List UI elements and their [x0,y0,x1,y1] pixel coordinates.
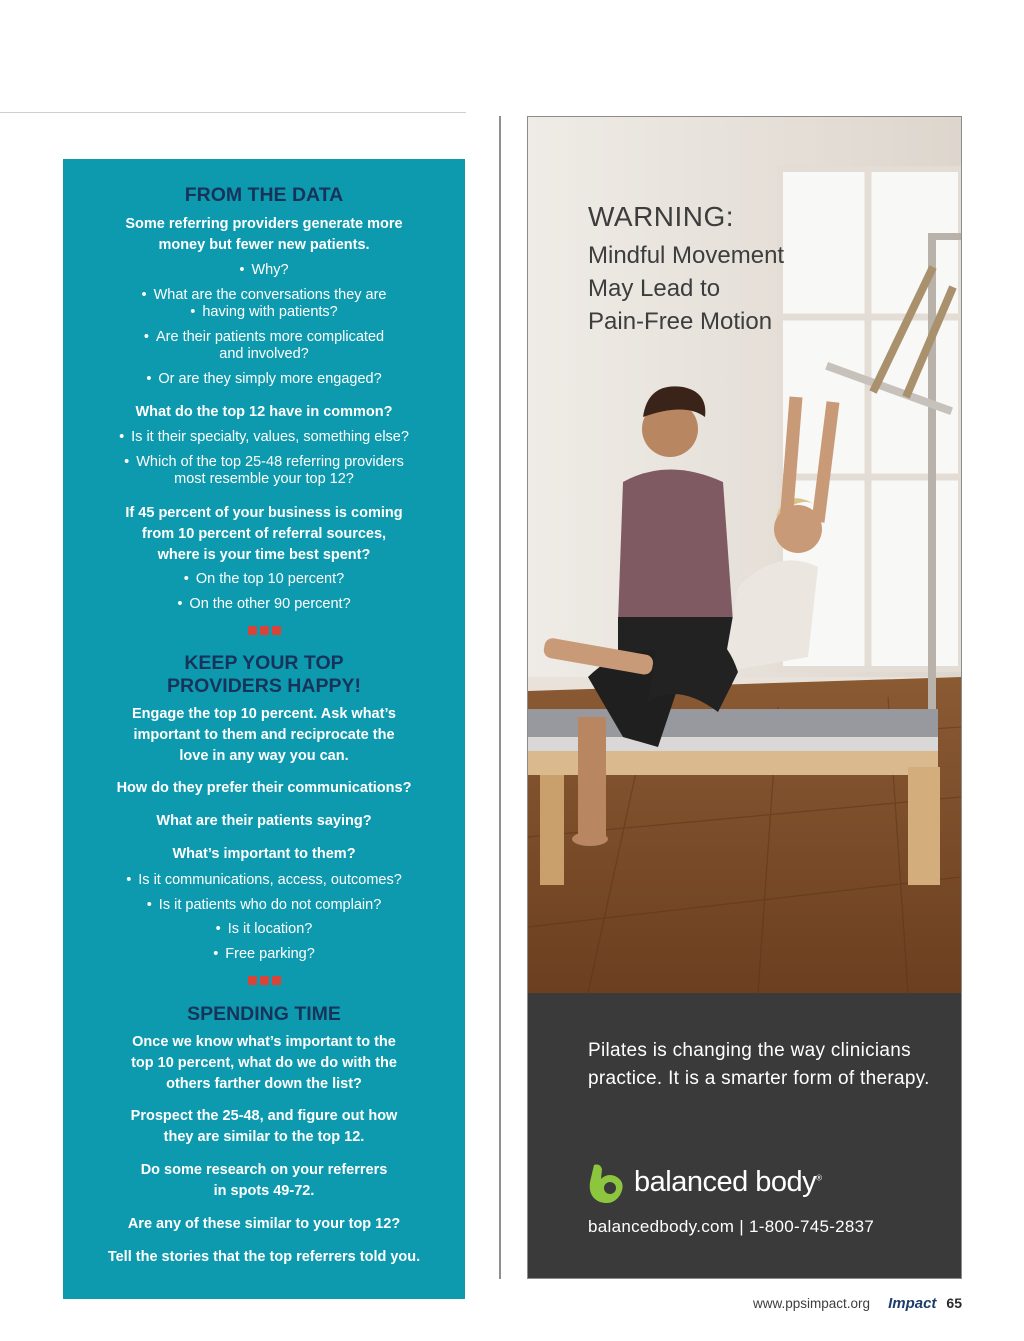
section-spending-time [63,1003,465,1026]
page-footer [753,1295,962,1312]
ad-tagline: Pilates is changing the way clinicians practice. It is a smarter form of therapy. [588,1040,930,1089]
bullet-item: • Is it their specialty, values, something else? [63,429,465,446]
bullet-item: • Is it patients who do not complain? [63,897,465,914]
sidebar-panel [63,159,465,1299]
paragraph-line: in spots 49-72. [213,1183,315,1199]
section-heading: FROM THE DATA [184,184,344,206]
column-divider [499,116,501,1279]
ad-headline-line: Mindful Movement [588,242,785,269]
ad-dark-panel [528,993,961,1278]
bullet-item: • Which of the top 25-48 referring providers [63,454,465,471]
question: from 10 percent of referral sources, [141,526,387,542]
paragraph-line: Are any of these similar to your top 12? [127,1216,401,1232]
paragraph-line: Tell the stories that the top referrers told you. [107,1249,421,1265]
question: What do the top 12 have in common? [135,404,393,420]
section-heading: PROVIDERS HAPPY! [167,675,361,697]
ad-warning-title: WARNING: [588,201,735,232]
bullet-continuation: • having with patients? [63,304,465,321]
question: What’s important to them? [172,846,356,862]
bullet-item: • What are the conversations they are [63,287,465,304]
bullet-item: • Why? [63,262,465,279]
paragraph-line: others farther down the list? [166,1076,362,1092]
section-intro [63,214,465,256]
bullet-item: • Is it location? [63,921,465,938]
section-keep-providers-happy [63,652,465,698]
paragraph-line: they are similar to the top 12. [163,1129,365,1145]
bullet-item: • Is it communications, access, outcomes? [63,872,465,889]
bullet-continuation: and involved? [219,346,309,362]
section-from-the-data [63,184,465,207]
section-divider-squares [63,976,465,985]
top-rule [0,112,466,113]
intro-line: Engage the top 10 percent. Ask what’s [131,706,397,722]
question: If 45 percent of your business is coming [125,505,403,521]
bullet-item: • On the other 90 percent? [63,596,465,613]
question: What are their patients saying? [156,813,372,829]
bullet-item: • On the top 10 percent? [63,571,465,588]
intro-line: money but fewer new patients. [158,237,370,253]
question: How do they prefer their communications? [116,780,412,796]
bullet-continuation: most resemble your top 12? [174,471,354,487]
bullet-item: • Or are they simply more engaged? [63,371,465,388]
intro-line: Some referring providers generate more [125,216,403,232]
page-number: 65 [946,1295,962,1311]
pilates-reformer-photo [528,117,961,993]
balanced-body-logo [586,1161,822,1203]
advertisement [527,116,962,1279]
footer-brand: Impact [888,1295,937,1312]
paragraph-line: top 10 percent, what do we do with the [131,1055,397,1071]
bullet-item: • Free parking? [63,946,465,963]
section-heading: KEEP YOUR TOP [184,652,344,674]
question: where is your time best spent? [157,547,371,563]
ad-headline-line: Pain-Free Motion [588,308,773,335]
intro-line: love in any way you can. [179,748,349,764]
section-divider-squares [63,626,465,635]
paragraph-line: Do some research on your referrers [140,1162,388,1178]
footer-url[interactable]: www.ppsimpact.org [753,1296,871,1311]
paragraph-line: Once we know what’s important to the [132,1034,396,1050]
ad-contact: balancedbody.com | 1-800-745-2837 [588,1217,875,1236]
ad-headline-line: May Lead to [588,275,721,302]
paragraph-line: Prospect the 25-48, and figure out how [130,1108,398,1124]
intro-line: important to them and reciprocate the [133,727,395,743]
balanced-body-logo-icon [586,1161,628,1203]
logo-wordmark: balanced body® [634,1165,822,1198]
bullet-item: • Are their patients more complicated [63,329,465,346]
section-heading: SPENDING TIME [187,1003,341,1025]
